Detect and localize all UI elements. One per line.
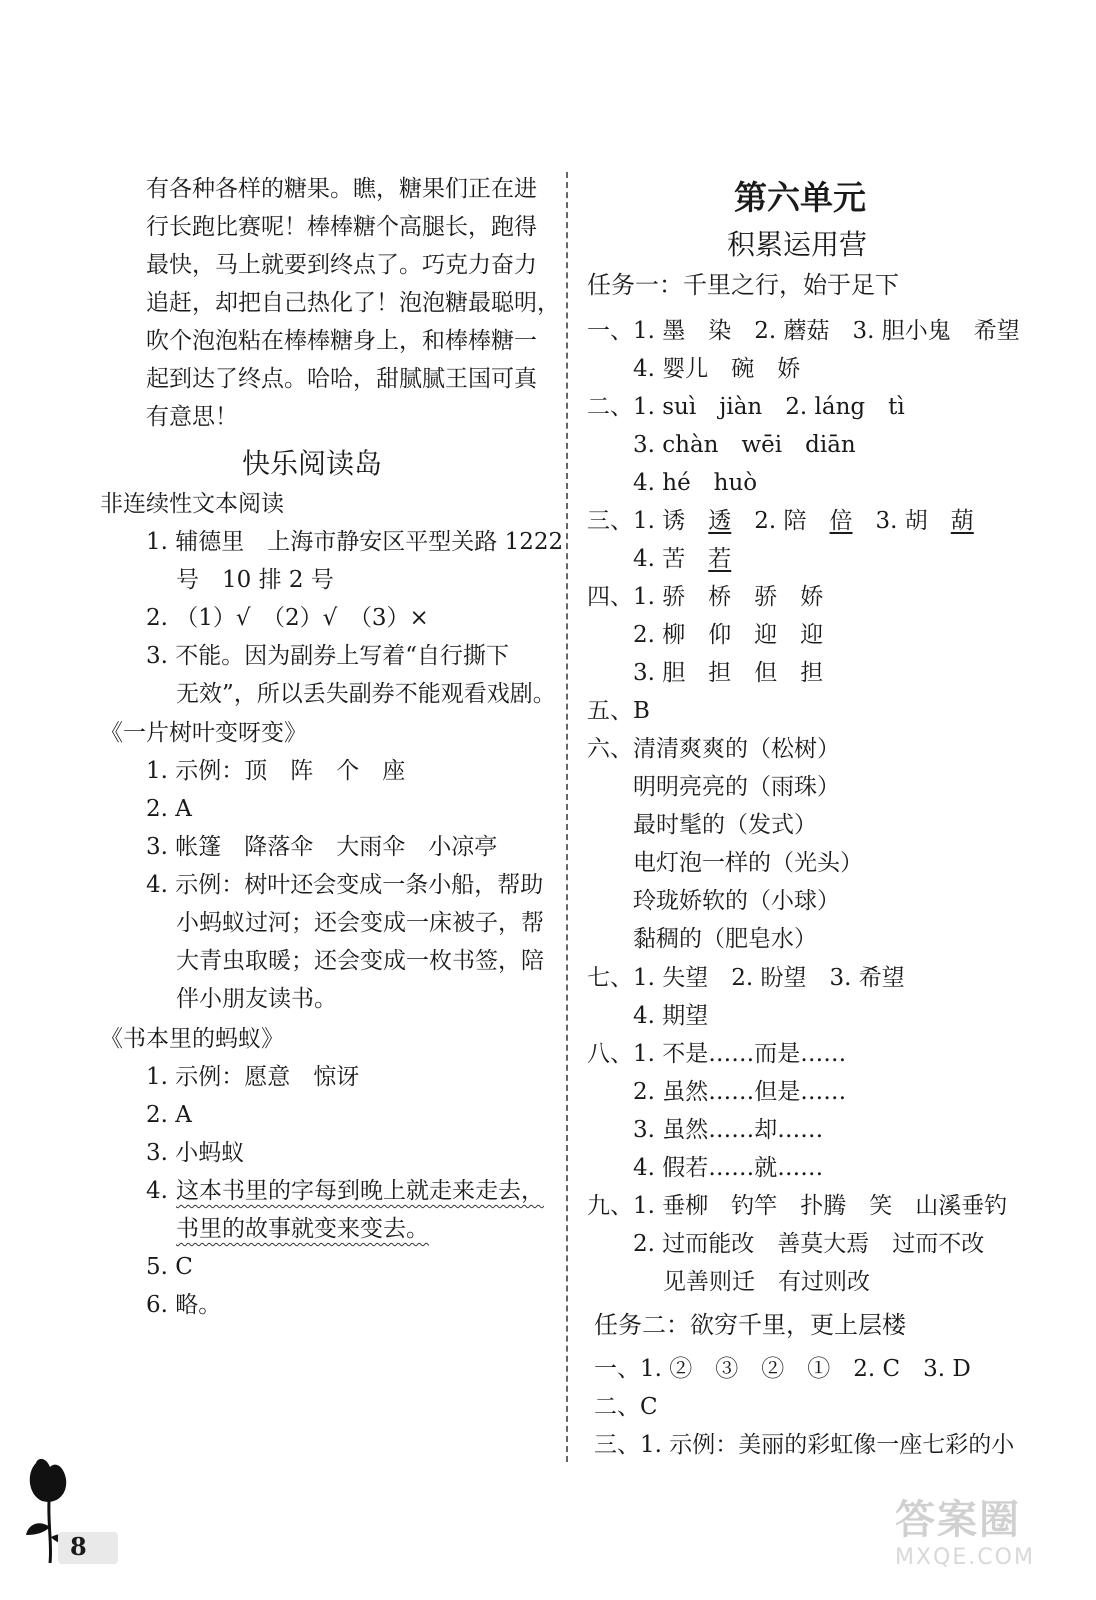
q4-line-b: 2. 柳 仰 迎 迎: [633, 622, 824, 648]
q2-line-b: 3. chàn wēi diān: [633, 432, 856, 458]
q9-line-b: 2. 过而能改 善莫大焉 过而不改: [633, 1231, 985, 1257]
q6-line-f: 黏稠的（肥皂水）: [633, 926, 817, 952]
body-line-7: 有意思！: [146, 404, 238, 430]
watermark-text: 答案圈: [895, 1497, 1021, 1543]
page-number-background: [58, 1532, 118, 1564]
story1-answer-1: 1. 示例：顶 阵 个 座: [146, 758, 406, 784]
q3-line-a-prefix: 三、1. 诱: [587, 508, 709, 534]
q6-line-e: 玲珑娇软的（小球）: [633, 888, 840, 914]
story1-answer-4d: 伴小朋友读书。: [176, 986, 337, 1012]
body-line-5: 吹个泡泡粘在棒棒糖身上，和棒棒糖一: [146, 328, 537, 354]
section-title: 快乐阅读岛: [242, 447, 383, 480]
page-number: 8: [70, 1532, 87, 1561]
q5-line: 五、B: [587, 698, 650, 724]
body-line-1: 有各种各样的糖果。瞧，糖果们正在进: [146, 176, 537, 202]
q9-line-a: 九、1. 垂柳 钓竿 扑腾 笑 山溪垂钓: [587, 1193, 1008, 1219]
story2-answer-3: 3. 小蚂蚁: [146, 1140, 245, 1166]
task1-title: 任务一：千里之行，始于足下: [587, 271, 899, 299]
q3-underlined-1: 透: [708, 508, 732, 534]
subtitle: 非连续性文本阅读: [100, 491, 284, 517]
watermark-url: MXQE.COM: [895, 1545, 1035, 1570]
story-title-2: 《书本里的蚂蚁》: [100, 1026, 284, 1052]
story2-answer-4b: 书里的故事就变来变去。: [176, 1216, 429, 1242]
task2-q1: 一、1. ② ③ ② ① 2. C 3. D: [594, 1356, 971, 1382]
body-line-4: 追赶，却把自己热化了！泡泡糖最聪明，: [146, 290, 560, 316]
q6-line-a: 六、清清爽爽的（松树）: [587, 736, 840, 762]
q1-line-b: 4. 婴儿 碗 娇: [633, 356, 801, 382]
q8-line-b: 2. 虽然……但是……: [633, 1079, 847, 1105]
q7-line-b: 4. 期望: [633, 1003, 709, 1029]
q1-line-a: 一、1. 墨 染 2. 蘑菇 3. 胆小鬼 希望: [587, 318, 1020, 344]
answer-1a: 1. 辅德里 上海市静安区平型关路 1222: [146, 529, 564, 555]
column-divider: [566, 172, 568, 1462]
story1-answer-4a: 4. 示例：树叶还会变成一条小船，帮助: [146, 872, 544, 898]
answer-1b: 号 10 排 2 号: [176, 567, 334, 593]
q2-line-a: 二、1. suì jiàn 2. láng tì: [587, 394, 905, 420]
story1-answer-4b: 小蚂蚁过河；还会变成一床被子，帮: [176, 910, 544, 936]
q4-line-a: 四、1. 骄 桥 骄 娇: [587, 584, 824, 610]
task2-q2: 二、C: [594, 1394, 658, 1420]
story1-answer-3: 3. 帐篷 降落伞 大雨伞 小凉亭: [146, 834, 498, 860]
story1-answer-4c: 大青虫取暖；还会变成一枚书签，陪: [176, 948, 544, 974]
story2-answer-1: 1. 示例：愿意 惊讶: [146, 1064, 360, 1090]
q7-line-a: 七、1. 失望 2. 盼望 3. 希望: [587, 965, 905, 991]
task2-q3: 三、1. 示例：美丽的彩虹像一座七彩的小: [594, 1432, 1015, 1458]
q3-underlined-2: 倍: [829, 508, 853, 534]
body-line-6: 起到达了终点。哈哈，甜腻腻王国可真: [146, 366, 537, 392]
camp-title: 积累运用营: [727, 228, 868, 261]
q3-line-a: [587, 506, 974, 536]
q3-underlined-4: 若: [708, 546, 732, 572]
q9-line-c: 见善则迁 有过则改: [663, 1269, 870, 1295]
task2-title: 任务二：欲穷千里，更上层楼: [594, 1311, 906, 1339]
q3-line-a-mid2: 3. 胡: [852, 508, 951, 534]
story-title-1: 《一片树叶变呀变》: [100, 720, 307, 746]
answer-2: 2. （1）√ （2）√ （3）×: [146, 605, 429, 631]
q2-line-c: 4. hé huò: [633, 470, 758, 496]
q3-line-b: [633, 544, 731, 574]
q6-line-c: 最时髦的（发式）: [633, 812, 817, 838]
unit-title: 第六单元: [734, 178, 866, 217]
q8-line-c: 3. 虽然……却……: [633, 1117, 824, 1143]
story2-answer-4-number: 4.: [146, 1178, 168, 1204]
watermark-logo: [895, 1488, 1035, 1570]
q6-line-d: 电灯泡一样的（光头）: [633, 850, 863, 876]
q3-line-b-prefix: 4. 苦: [633, 546, 709, 572]
q3-underlined-3: 葫: [950, 508, 974, 534]
q3-line-a-mid1: 2. 陪: [731, 508, 830, 534]
q6-line-b: 明明亮亮的（雨珠）: [633, 774, 840, 800]
story2-answer-2: 2. A: [146, 1102, 192, 1128]
q8-line-a: 八、1. 不是……而是……: [587, 1041, 847, 1067]
body-line-2: 行长跑比赛呢！棒棒糖个高腿长，跑得: [146, 214, 537, 240]
story2-answer-5: 5. C: [146, 1254, 193, 1280]
body-line-3: 最快，马上就要到终点了。巧克力奋力: [146, 252, 537, 278]
story2-answer-6: 6. 略。: [146, 1292, 222, 1318]
answer-3b: 无效”，所以丢失副券不能观看戏剧。: [176, 681, 556, 707]
q4-line-c: 3. 胆 担 但 担: [633, 660, 824, 686]
answer-3a: 3. 不能。因为副券上写着“自行撕下: [146, 643, 510, 669]
story2-answer-4a: 这本书里的字每到晚上就走来走去，: [176, 1178, 544, 1204]
story1-answer-2: 2. A: [146, 796, 192, 822]
q8-line-d: 4. 假若……就……: [633, 1155, 824, 1181]
